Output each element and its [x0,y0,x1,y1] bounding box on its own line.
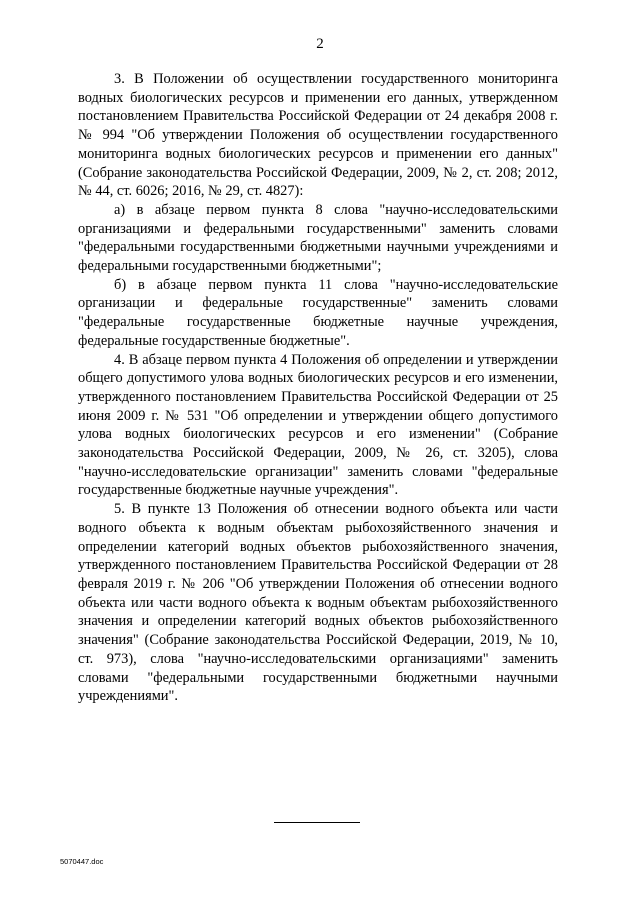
paragraph-subitem-a: а) в абзаце первом пункта 8 слова "научно-исследовательскими организациями и федеральными государственными" заменить словами "федеральными государственными бюджетными научными учреждениями и федеральными государственными бюджетными"; [78,201,558,275]
paragraph-subitem-b: б) в абзаце первом пункта 11 слова "научно-исследовательские организации и федеральные государственные" заменить словами "федеральные государственные бюджетные научные учреждения, федеральные государственные бюджетные". [78,276,558,349]
document-file-id: 5070447.doc [60,857,104,866]
paragraph-item-3: 3. В Положении об осуществлении государственного мониторинга водных биологических ресурсов и применении его данных, утвержденном постановлением Правительства Российской Федерации от 24 декабря 2008 г. № 994 "Об утверждении Положения об осуществлении государственного мониторинга водных биологических ресурсов и применении его данных" (Собрание законодательства Российской Федерации, 2009, № 2, ст. 208; 2012, № 44, ст. 6026; 2016, № 29, ст. 4827): [78,71,558,200]
end-of-text-rule [274,822,360,823]
paragraph-item-4: 4. В абзаце первом пункта 4 Положения об определении и утверждении общего допустимого улова водных биологических ресурсов и его изменении, утвержденного постановлением Правительства Российской Федерации от 25 июня 2009 г. № 531 "Об определении и утверждении общего допустимого улова водных биологических ресурсов и его изменении" (Собрание законодательства Российской Федерации, 2009, № 26, ст. 3205), слова "научно-исследовательские организации" заменить словами "федеральные государственные бюджетные научные учреждения". [78,351,558,499]
paragraph-item-5: 5. В пункте 13 Положения об отнесении водного объекта или части водного объекта к водным объектам рыбохозяйственного значения и определении категорий водных объектов рыбохозяйственного значения, утвержденного постановлением Правительства Российской Федерации от 28 февраля 2019 г. № 206 "Об утверждении Положения об отнесении водного объекта или части водного объекта к водным объектам рыбохозяйственного значения и определении категорий водных объектов рыбохозяйственного значения" (Собрание законодательства Российской Федерации, 2019, № 10, ст. 973), слова "научно-исследовательскими организациями" заменить словами "федеральными государственными бюджетными научными учреждениями". [78,501,558,705]
page-number: 2 [316,36,324,52]
document-body [78,70,558,706]
